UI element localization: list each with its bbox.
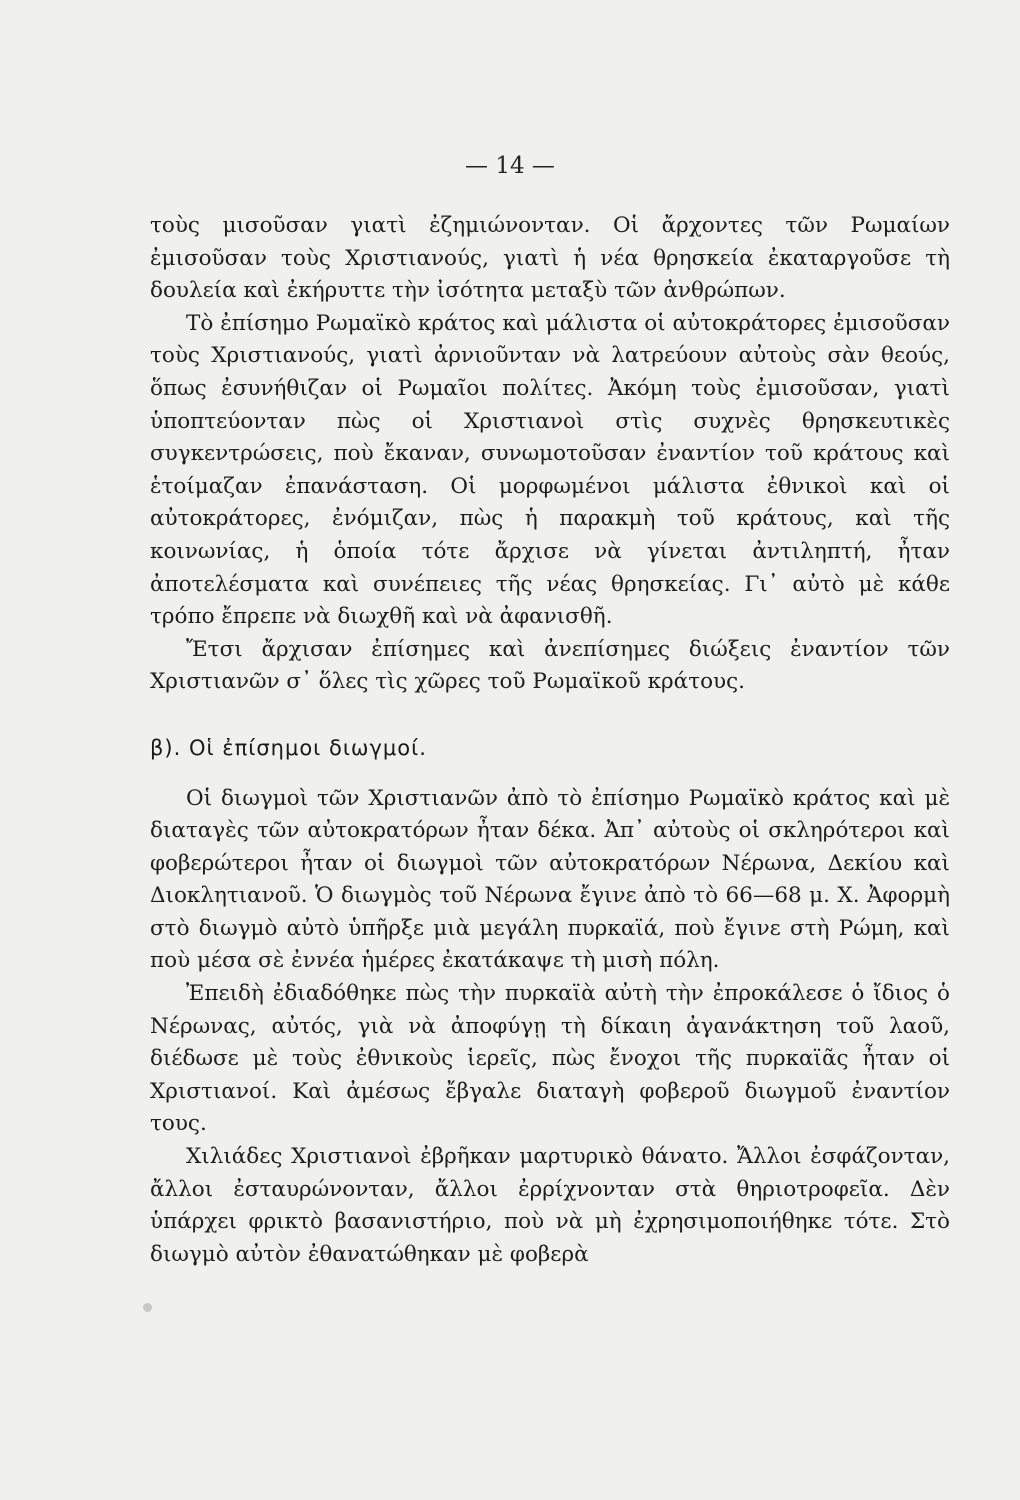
body-text bbox=[150, 210, 950, 1271]
paragraph-nero-fire: Ἐπειδὴ ἐδιαδόθηκε πὼς τὴν πυρκαϊὰ αὐτὴ τὴν ἐπροκάλεσε ὁ ἴδιος ὁ Νέρωνας, αὐτός, γιὰ νὰ ἀποφύγῃ τὴ δίκαιη ἀγανάκτηση τοῦ λαοῦ, διέδωσε μὲ τοὺς ἐθνικοὺς ἱερεῖς, πὼς ἔνοχοι τῆς πυρκαϊᾶς ἦταν οἱ Χριστιανοί. Καὶ ἀμέσως ἔβγαλε διαταγὴ φοβεροῦ διωγμοῦ ἐναντίον τους. bbox=[150, 981, 950, 1137]
paragraph-continuation: τοὺς μισοῦσαν γιατὶ ἐζημιώνονταν. Οἱ ἄρχοντες τῶν Ρωμαίων ἐμισοῦσαν τοὺς Χριστιανούς, γιατὶ ἡ νέα θρησκεία ἐκαταργοῦσε τὴ δουλεία καὶ ἐκήρυττε τὴν ἰσότητα μεταξὺ τῶν ἀνθρώπων. bbox=[150, 213, 950, 304]
paragraph-ten-persecutions: Οἱ διωγμοὶ τῶν Χριστιανῶν ἀπὸ τὸ ἐπίσημο Ρωμαϊκὸ κράτος καὶ μὲ διαταγὲς τῶν αὐτοκρατόρων ἦταν δέκα. Ἀπ᾿ αὐτοὺς οἱ σκληρότεροι καὶ φοβερώτεροι ἦταν οἱ διωγμοὶ τῶν αὐτοκρατόρων Νέρωνα, Δεκίου καὶ Διοκλητιανοῦ. Ὁ διωγμὸς τοῦ Νέρωνα ἔγινε ἀπὸ τὸ 66—68 μ. Χ. Ἀφορμὴ στὸ διωγμὸ αὐτὸ ὑπῆρξε μιὰ μεγάλη πυρκαϊά, ποὺ ἔγινε στὴ Ρώμη, καὶ ποὺ μέσα σὲ ἐννέα ἡμέρες ἐκατάκαψε τὴ μισὴ πόλη. bbox=[150, 785, 950, 974]
paragraph-martyrdom: Χιλιάδες Χριστιανοὶ ἐβρῆκαν μαρτυρικὸ θάνατο. Ἄλλοι ἐσφάζονταν, ἄλλοι ἐσταυρώνονταν, ἄλλοι ἐρρίχνονταν στὰ θηριοτροφεῖα. Δὲν ὑπάρχει φρικτὸ βασανιστήριο, ποὺ νὰ μὴ ἐχρησιμοποιήθηκε τότε. Στὸ διωγμὸ αὐτὸν ἐθανατώθηκαν μὲ φοβερὰ bbox=[150, 1144, 950, 1267]
paragraph-state-hatred: Τὸ ἐπίσημο Ρωμαϊκὸ κράτος καὶ μάλιστα οἱ αὐτοκράτορες ἐμισοῦσαν τοὺς Χριστιανούς, γιατὶ ἀρνιοῦνταν νὰ λατρεύουν αὐτοὺς σὰν θεούς, ὅπως ἐσυνήθιζαν οἱ Ρωμαῖοι πολίτες. Ἀκόμη τοὺς ἐμισοῦσαν, γιατὶ ὑποπτεύονταν πὼς οἱ Χριστιανοὶ στὶς συχνὲς θρησκευτικὲς συγκεντρώσεις, ποὺ ἔκαναν, συνωμοτοῦσαν ἐναντίον τοῦ κράτους καὶ ἑτοίμαζαν ἐπανάσταση. Οἱ μορφωμένοι μάλιστα ἐθνικοὶ καὶ οἱ αὐτοκράτορες, ἐνόμιζαν, πὼς ἡ παρακμὴ τοῦ κράτους, καὶ τῆς κοινωνίας, ἡ ὁποία τότε ἄρχισε νὰ γίνεται ἀντιληπτή, ἦταν ἀποτελέσματα καὶ συνέπειες τῆς νέας θρησκείας. Γι᾿ αὐτὸ μὲ κάθε τρόπο ἔπρεπε νὰ διωχθῆ καὶ νὰ ἀφανισθῆ. bbox=[150, 310, 950, 630]
page-number: — 14 — bbox=[465, 153, 555, 179]
paragraph-persecutions-begin: Ἔτσι ἄρχισαν ἐπίσημες καὶ ἀνεπίσημες διώξεις ἐναντίον τῶν Χριστιανῶν σ᾿ ὅλες τὶς χῶρες τοῦ Ρωμαϊκοῦ κράτους. bbox=[150, 636, 950, 695]
section-heading: β). Οἱ ἐπίσημοι διωγμοί. bbox=[150, 735, 427, 760]
paper-spot bbox=[143, 1303, 152, 1312]
